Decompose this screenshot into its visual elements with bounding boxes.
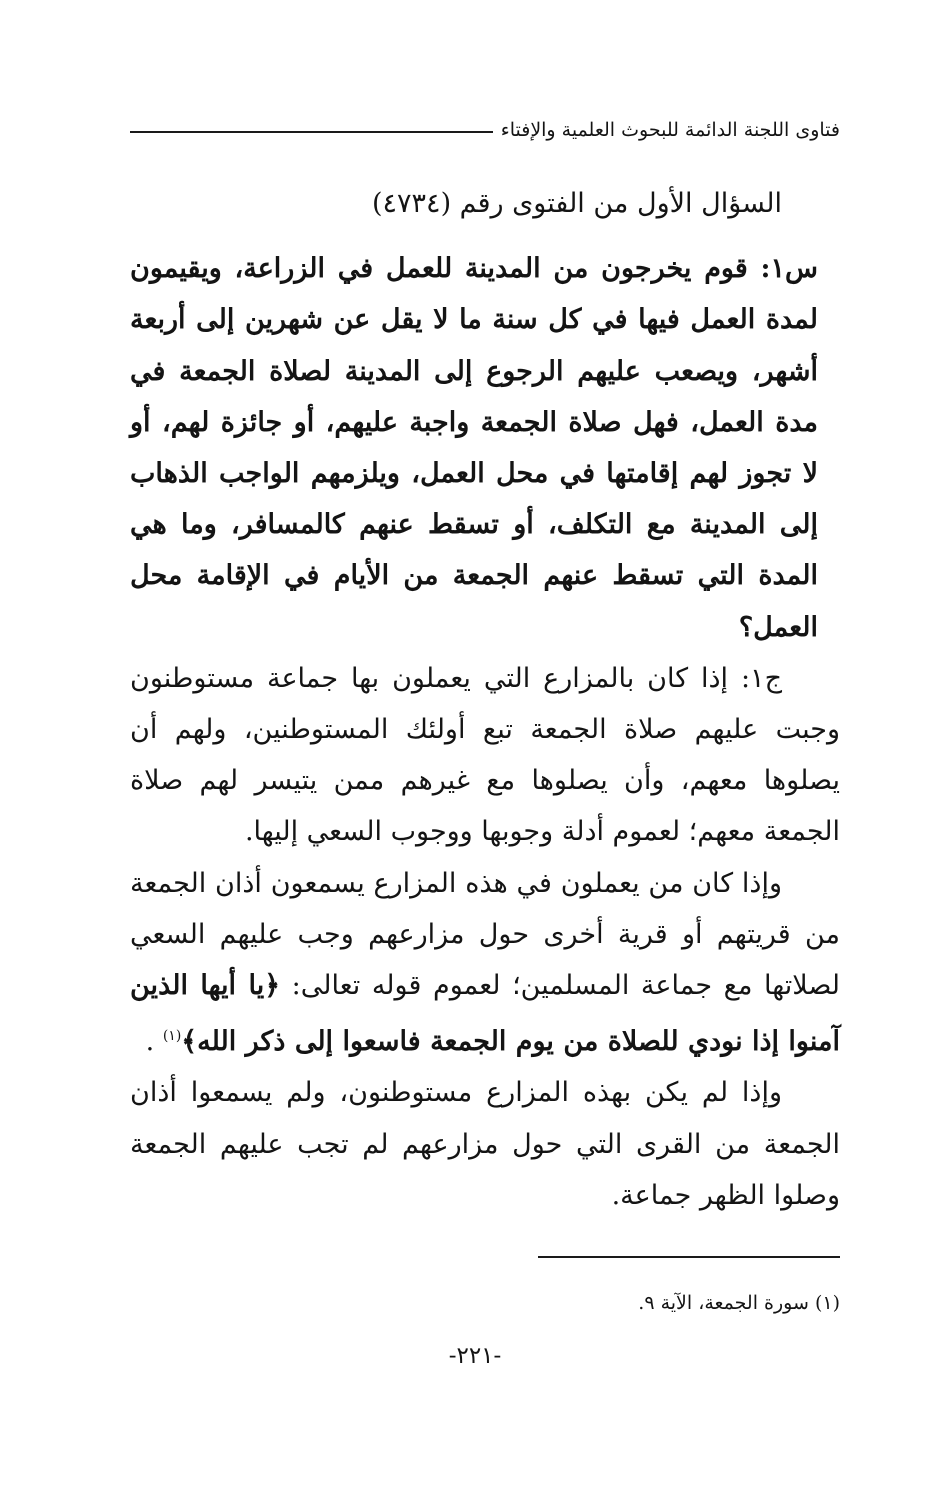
header-rule (130, 131, 493, 133)
question-label: س١: (760, 253, 818, 285)
paragraph-2-end: . (145, 1026, 155, 1058)
quran-quote: ﴿يا أيها الذين آمنوا إذا نودي للصلاة من يوم الجمعة فاسعوا إلى ذكر الله﴾ (130, 970, 840, 1058)
answer-paragraph (130, 653, 840, 858)
footnote: (١) سورة الجمعة، الآية ٩. (638, 1292, 840, 1314)
fatwa-body (130, 178, 840, 1221)
paragraph-2 (130, 858, 840, 1068)
question-paragraph (130, 243, 840, 653)
question-text: قوم يخرجون من المدينة للعمل في الزراعة، ويقيمون لمدة العمل فيها في كل سنة ما لا يقل عن شهرين إلى أربعة أشهر، ويصعب عليهم الرجوع إلى المدينة لصلاة الجمعة في مدة العمل، فهل صلاة الجمعة واجبة عليهم، أو جائزة لهم، أو لا تجوز لهم إقامتها في محل العمل، ويلزمهم الواجب الذهاب إلى المدينة مع التكلف، أو تسقط عنهم كالمسافر، وما هي المدة التي تسقط عنهم الجمعة من الأيام في الإقامة محل العمل؟ (130, 253, 818, 643)
paragraph-2-text: وإذا كان من يعملون في هذه المزارع يسمعون أذان الجمعة من قريتهم أو قرية أخرى حول مزارعهم وجب عليهم السعي لصلاتها مع جماعة المسلمين؛ لعموم قوله تعالى: (130, 867, 840, 1002)
page-number: -٢٢١- (448, 1343, 502, 1369)
footnote-rule (538, 1256, 840, 1258)
running-header (130, 112, 840, 148)
answer-label: ج١: (740, 662, 782, 694)
footnote-reference: (١) (162, 1028, 182, 1045)
fatwa-subtitle: السؤال الأول من الفتوى رقم (٤٧٣٤) (372, 188, 782, 219)
answer-text: إذا كان بالمزارع التي يعملون بها جماعة مستوطنون وجبت عليهم صلاة الجمعة تبع أولئك المستوطنين، ولهم أن يصلوها معهم، وأن يصلوها مع غيرهم ممن يتيسر لهم صلاة الجمعة معهم؛ لعموم أدلة وجوبها ووجوب السعي إليها. (130, 662, 840, 848)
paragraph-3-text: وإذا لم يكن بهذه المزارع مستوطنون، ولم يسمعوا أذان الجمعة من القرى التي حول مزارعهم لم تجب عليهم الجمعة وصلوا الظهر جماعة. (130, 1077, 840, 1211)
header-title: فتاوى اللجنة الدائمة للبحوث العلمية والإفتاء (500, 119, 840, 141)
paragraph-3 (130, 1067, 840, 1221)
